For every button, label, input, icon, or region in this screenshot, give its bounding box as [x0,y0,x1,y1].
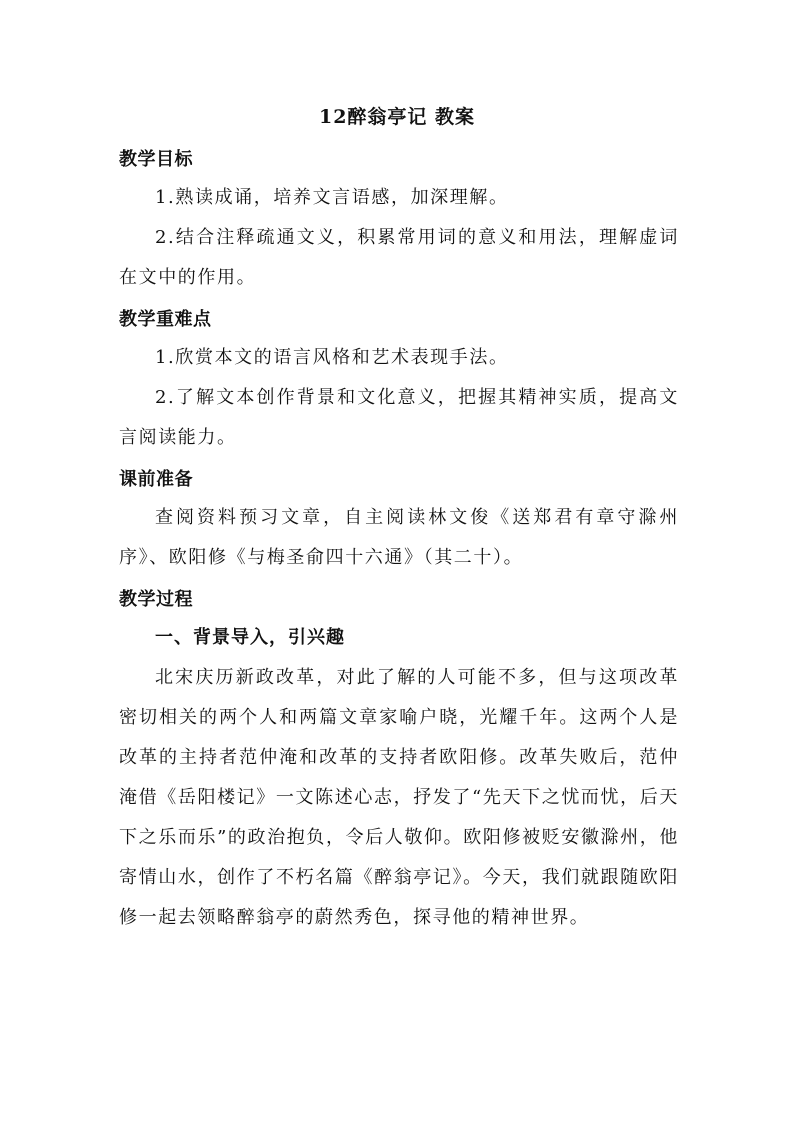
section-heading-key-points: 教学重难点 [119,309,212,330]
section-heading-preparation: 课前准备 [119,469,193,490]
objective-item-1: 1.熟读成诵，培养文言语感，加深理解。 [155,187,509,208]
process-step1-text: 北宋庆历新政改革，对此了解的人可能不多，但与这项改革密切相关的两个人和两篇文章家喻户晓，光耀千年。这两个人是改革的主持者范仲淹和改革的支持者欧阳修。改革失败后，范仲淹借《岳阳楼记》一文陈述心志，抒发了“先天下之忧而忧，后天下之乐而乐”的政治抱负，令后人敬仰。欧阳修被贬安徽滁州，他寄情山水，创作了不朽名篇《醉翁亭记》。今天，我们就跟随欧阳修一起去领略醉翁亭的蔚然秀色，探寻他的精神世界。 [119,667,679,928]
document-title: 12醉翁亭记 教案 [318,106,476,128]
preparation-text: 查阅资料预习文章，自主阅读林文俊《送郑君有章守滁州序》、欧阳修《与梅圣俞四十六通》（其二十）。 [119,507,679,568]
objective-item-2: 2.结合注释疏通文义，积累常用词的意义和用法，理解虚词在文中的作用。 [119,227,679,288]
section-heading-objectives: 教学目标 [119,149,193,170]
process-step1-heading: 一、背景导入，引兴趣 [155,627,345,648]
document-body [119,142,679,938]
key-point-item-1: 1.欣赏本文的语言风格和艺术表现手法。 [155,347,509,368]
key-point-item-2: 2.了解文本创作背景和文化意义，把握其精神实质，提高文言阅读能力。 [119,387,679,448]
section-heading-process: 教学过程 [119,589,193,610]
